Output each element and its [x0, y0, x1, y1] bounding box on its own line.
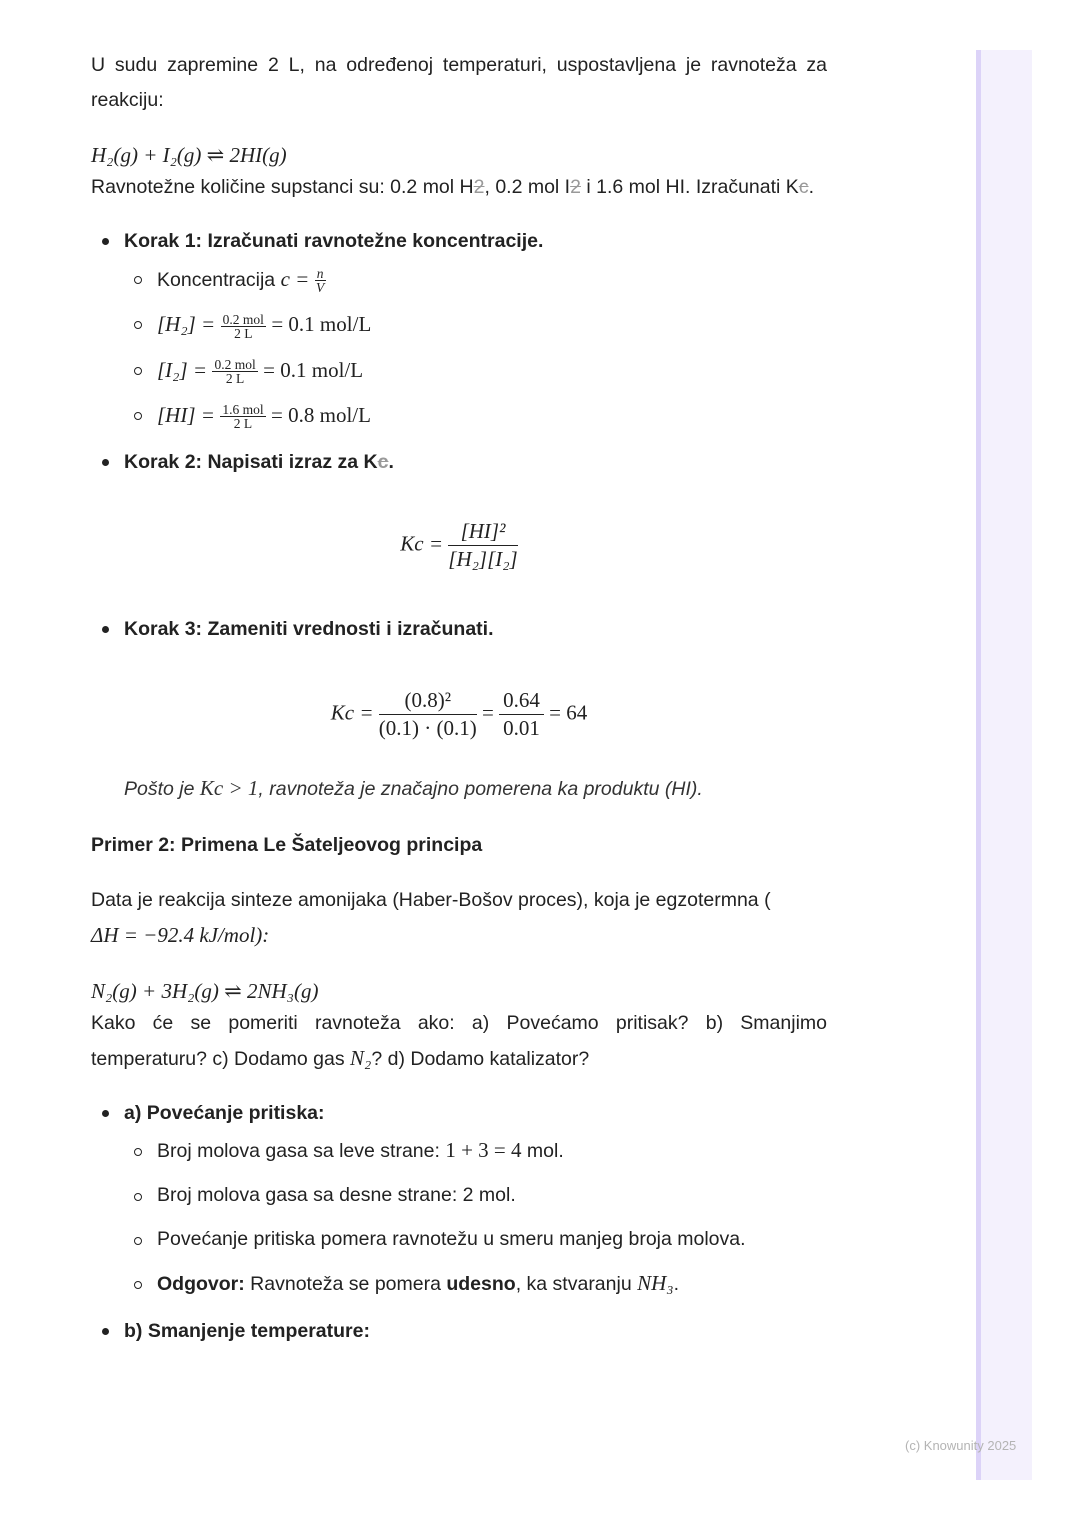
- kc-calculation: Kc = $\frac{\text{(0.8)²}}{(0.1) \cdot (0.1)}$ = $\frac{0.64}{0.01}$ = 64: [330, 688, 588, 741]
- reaction-equation: H₂(g) + I₂(g) ⇌ 2HI(g): [91, 143, 287, 167]
- copyright-watermark: (c) Knowunity 2025: [905, 1438, 1017, 1453]
- pressure-rule: Povećanje pritiska pomera ravnotežu u smeru manjeg broja molova.: [124, 1226, 827, 1253]
- part-a-title: a) Povećanje pritiska:: [124, 1102, 325, 1125]
- primer-2-heading: Primer 2: Primena Le Šateljeovog principa: [91, 834, 483, 857]
- steps-list: [91, 225, 827, 742]
- step-1-title: Korak 1: Izračunati ravnotežne koncentracije.: [124, 230, 544, 252]
- step-3: [91, 613, 827, 742]
- step-3-title: Korak 3: Zameniti vrednosti i izračunati.: [124, 618, 494, 641]
- i2-concentration: [I₂] = $\frac{\text{0.2 mol}}{2 L}$ = 0.1 mol/L: [124, 356, 827, 385]
- conclusion-note: Pošto je Kc > 1, ravnoteža je značajno pomerena ka produktu (HI).: [124, 776, 703, 801]
- hi-concentration: [HI] = $\frac{\text{1.6 mol}}{2 L}$ = 0.8 mol/L: [124, 401, 827, 430]
- step-2-title: Korak 2: Napisati izraz za Kc.: [124, 451, 394, 474]
- side-panel-bar: [976, 50, 981, 1480]
- intro-paragraph: U sudu zapremine 2 L, na određenoj temperaturi, uspostavljena je ravnoteža za reakciju:: [91, 54, 827, 111]
- part-a-items: [124, 1137, 827, 1298]
- document-body: [91, 48, 827, 1347]
- h2-concentration: [H₂] = $\frac{\text{0.2 mol}}{2 L}$ = 0.1 mol/L: [124, 310, 827, 339]
- part-a: [91, 1097, 827, 1298]
- haber-reaction: N₂(g) + 3H₂(g) ⇌ 2NH₃(g): [91, 979, 319, 1004]
- primer-2-question: Kako će se pomeriti ravnoteža ako: a) Povećamo pritisak? b) Smanjimo temperaturu? c) Dodamo gas N₂? d) Dodamo katalizator?: [91, 1012, 827, 1071]
- kc-expression: Kc = $\frac{\text{[HI]²}}{\text{[H₂][I₂]}}$: [400, 519, 518, 572]
- part-a-answer: Odgovor: Ravnoteža se pomera udesno, ka stvaranju NH₃.: [124, 1270, 827, 1298]
- part-b: [91, 1315, 827, 1347]
- side-panel: [976, 50, 1032, 1480]
- answers-list: [91, 1097, 827, 1347]
- given-paragraph: Ravnotežne količine supstanci su: 0.2 mol H2, 0.2 mol I2 i 1.6 mol HI. Izračunati Kc.: [91, 176, 814, 198]
- left-moles: Broj molova gasa sa leve strane: 1 + 3 = 4 mol.: [124, 1137, 827, 1165]
- primer-2-intro: Data je reakcija sinteze amonijaka (Haber-Bošov proces), koja je egzotermna ( ΔH = −92.4 kJ/mol):: [91, 889, 771, 948]
- part-b-title: b) Smanjenje temperature:: [124, 1320, 370, 1343]
- step-1-items: [124, 265, 827, 430]
- concentration-formula: Koncentracija c = $\frac{n}{V}$: [124, 265, 827, 294]
- step-2: [91, 446, 827, 573]
- step-1: [91, 225, 827, 430]
- right-moles: Broj molova gasa sa desne strane: 2 mol.: [124, 1182, 827, 1209]
